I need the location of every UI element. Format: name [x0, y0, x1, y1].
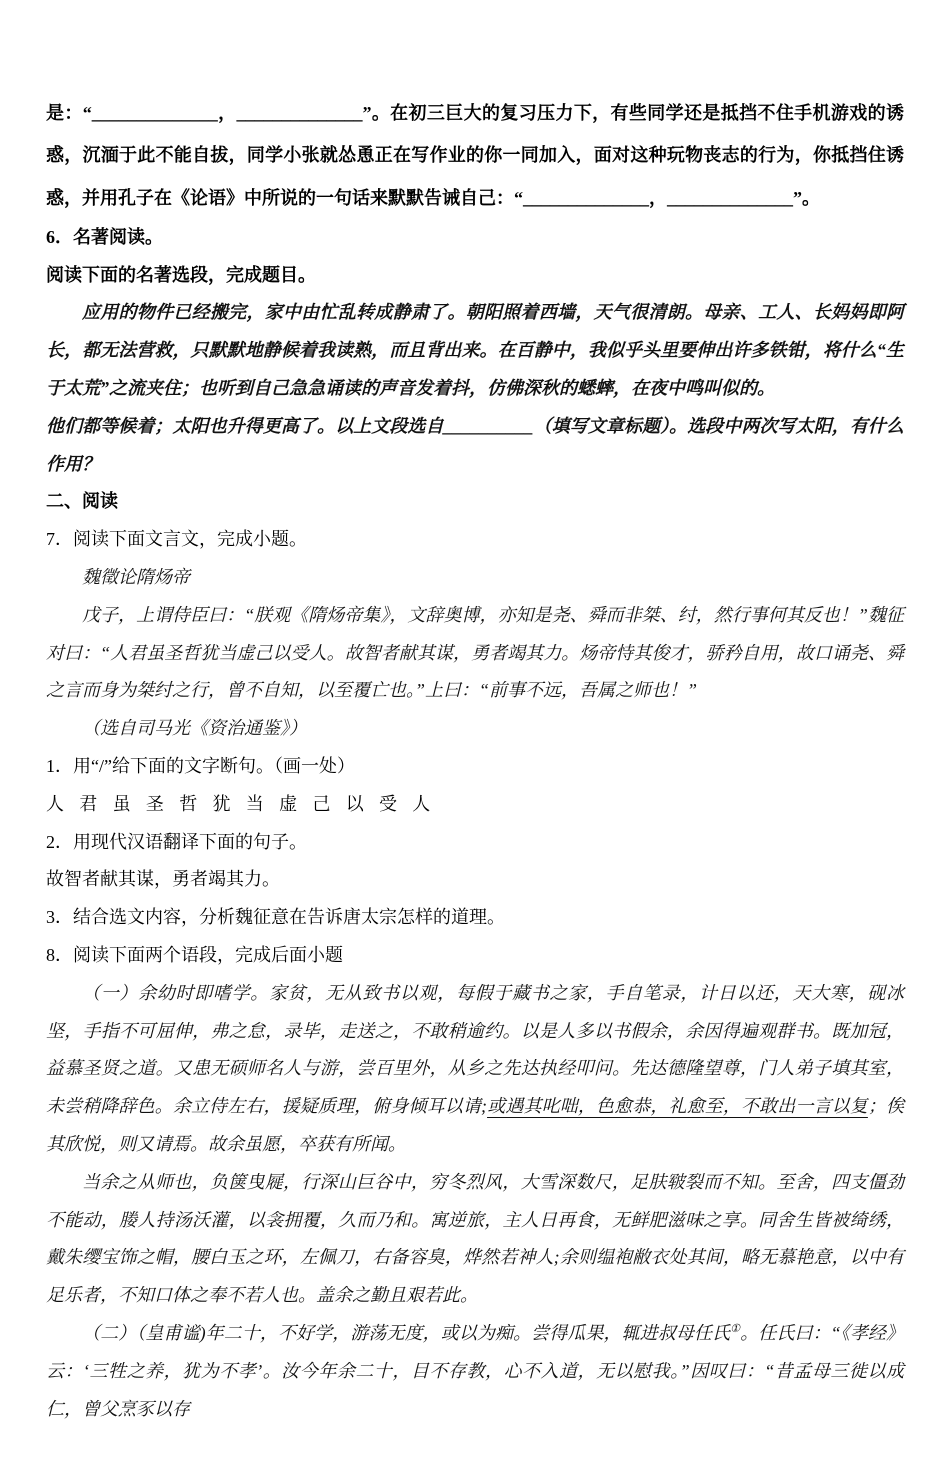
question-6-prompt: 阅读下面的名著选段，完成题目。: [46, 264, 316, 285]
question-8-passage-1-text: （一）余幼时即嗜学。家贫，无从致书以观，每假于藏书之家，手自笔录，计日以还，天大寒，砚冰坚，手指不可屈伸，弗之怠，录毕，走送之，不敢稍逾约。以是人多以书假余，余因得遍观群书。既加冠，益慕圣贤之道。又患无硕师名人与游，尝百里外，从乡之先达执经叩问。先达德隆望尊，门人弟子填其室，未尝稍降辞色。余立侍左右，援疑质理，俯身倾耳以请;: [46, 982, 904, 1117]
question-7-sentence-to-translate: 故智者献其谋，勇者竭其力。: [46, 869, 280, 890]
question-8-stem: 8．阅读下面两个语段，完成后面小题: [46, 945, 343, 966]
question-8-passage-1: [46, 975, 904, 1164]
question-7-subquestion-3: 3．结合选文内容，分析魏征意在告诉唐太宗怎样的道理。: [46, 907, 505, 928]
footnote-marker-1: ①: [730, 1323, 741, 1335]
question-7-sentence-to-punctuate: 人 君 虽 圣 哲 犹 当 虚 己 以 受 人: [46, 793, 436, 814]
question-6-heading: 6．名著阅读。: [46, 226, 163, 247]
question-7-subquestion-2: 2．用现代汉语翻译下面的句子。: [46, 831, 307, 852]
question-8-passage-2-tail: 。任氏曰：“《孝经》云：‘三牲之养，犹为不孝’。汝今年余二十，目不存教，心不入道，无以慰我。”因叹曰：“昔孟母三徙以成仁，曾父烹豕以存: [46, 1323, 904, 1419]
question-8-passage-1-paragraph-2: 当余之从师也，负箧曳屣，行深山巨谷中，穷冬烈风，大雪深数尺，足肤皲裂而不知。至舍，四支僵劲不能动，媵人持汤沃灌，以衾拥覆，久而乃和。寓逆旅，主人日再食，无鲜肥滋味之享。同舍生皆被绮绣，戴朱缨宝饰之帽，腰白玉之环，左佩刀，右备容臭，烨然若神人;余则缊袍敝衣处其间，略无慕艳意，以中有足乐者，不知口体之奉不若人也。盖余之勤且艰若此。: [46, 1171, 904, 1306]
question-6-passage: 应用的物件已经搬完，家中由忙乱转成静肃了。朝阳照着西墙，天气很清朗。母亲、工人、长妈妈即阿长，都无法营救，只默默地静候着我读熟，而且背出来。在百静中，我似乎头里要伸出许多铁钳，将什么“生于太荒”之流夹住；也听到自己急急诵读的声音发着抖，仿佛深秋的蟋蟀，在夜中鸣叫似的。: [46, 302, 904, 399]
question-7-subquestion-1: 1．用“/”给下面的文字断句。（画一处）: [46, 756, 355, 777]
section-2-heading: 二、阅读: [46, 491, 118, 512]
question-8-passage-1-underlined-segment: 或遇其叱咄，色愈恭，礼愈至，不敢出一言以复: [487, 1096, 868, 1117]
question-7-passage-title: 魏徵论隋炀帝: [82, 567, 190, 588]
question-5-continuation: 是：“______________，______________”。在初三巨大的复习压力下，有些同学还是抵挡不住手机游戏的诱惑，沉湎于此不能自拔，同学小张就怂恿正在写作业的你一同加入，面对这种玩物丧志的行为，你抵挡住诱惑，并用孔子在《论语》中所说的一句话来默默告诫自己：“______________，______________”。: [46, 103, 904, 208]
question-7-source: （选自司马光《资治通鉴》）: [82, 718, 307, 739]
question-7-stem: 7．阅读下面文言文，完成小题。: [46, 529, 307, 550]
question-7-passage: 戊子，上谓侍臣曰：“朕观《隋炀帝集》，文辞奥博，亦知是尧、舜而非桀、纣，然行事何其反也！”魏征对曰：“人君虽圣哲犹当虚己以受人。故智者献其谋，勇者竭其力。炀帝恃其俊才，骄矜自用，故口诵尧、舜之言而身为桀纣之行，曾不自知，以至覆亡也。”上曰：“前事不远，吾属之师也！”: [46, 604, 904, 701]
question-8-passage-1-tail: ；俟其欣悦，则又请焉。故余虽愿，卒获有所闻。: [46, 1096, 905, 1155]
question-8-passage-2-text: （二）（皇甫谧)年二十，不好学，游荡无度，或以为痴。尝得瓜果，辄进叔母任氏: [82, 1323, 731, 1343]
question-8-passage-2: [46, 1315, 904, 1428]
question-6-question-line: 他们都等候着；太阳也升得更高了。以上文段选自__________（填写文章标题）。选段中两次写太阳，有什么作用？: [46, 415, 904, 474]
